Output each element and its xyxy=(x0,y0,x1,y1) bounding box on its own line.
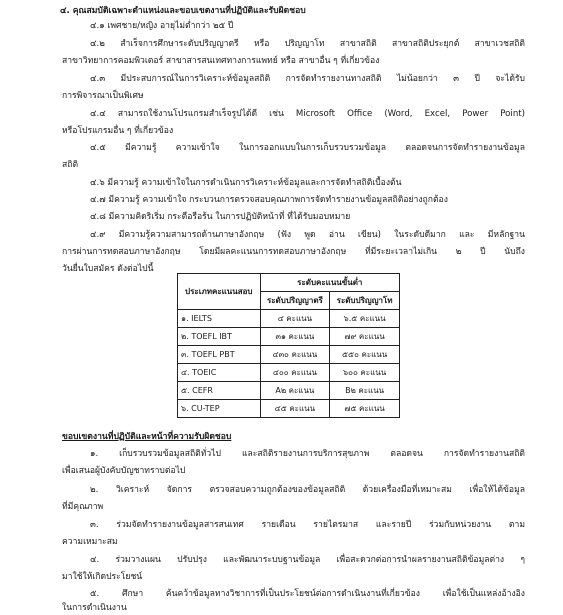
header-bachelor: ระดับปริญญาตรี xyxy=(260,292,330,310)
test-type: ๖. CU-TEP xyxy=(178,400,261,418)
bachelor-score: ๔๕ คะแนน xyxy=(260,400,330,418)
scope-item-4-line-2: มาใช้ให้เกิดประโยชน์ xyxy=(62,572,143,582)
bachelor-score: ๔๓๐ คะแนน xyxy=(260,346,330,364)
scope-item-1-line-2: เพื่อเสนอผู้บังคับบัญชาทราบต่อไป xyxy=(62,466,186,476)
header-min-score: ระดับคะแนนขั้นต่ำ xyxy=(260,274,399,292)
scope-item-5-line-2: ในการดำเนินงาน xyxy=(62,603,127,613)
table-row xyxy=(178,400,400,418)
master-score: ๖.๕ คะแนน xyxy=(330,310,400,328)
english-score-table xyxy=(177,273,400,418)
criteria-item-3-line-2: การพิจารณาเป็นพิเศษ xyxy=(62,91,144,101)
master-score: ๗๙ คะแนน xyxy=(330,328,400,346)
table-row xyxy=(178,310,400,328)
criteria-item-5-line-2: สถิติ xyxy=(62,160,79,170)
criteria-item-2-line-1: ๔.๒ สำเร็จการศึกษาระดับปริญญาตรี หรือ ปริญญาโท สาขาสถิติ สาขาสถิติประยุกต์ สาขาเวชสถิติ xyxy=(90,39,525,49)
criteria-item-7: ๔.๗ มีความรู้ ความเข้าใจ กระบวนการตรวจสอบคุณภาพการจัดทำรายงานข้อมูลสถิติอย่างถูกต้อง xyxy=(90,195,448,205)
criteria-item-1: ๔.๑ เพศชาย/หญิง อายุไม่ต่ำกว่า ๒๕ ปี xyxy=(90,21,234,31)
master-score: ๗๕ คะแนน xyxy=(330,400,400,418)
criteria-item-9-line-1: ๔.๙ มีความรู้ความสามารถด้านภาษาอังกฤษ (ฟัง พูด อ่าน เขียน) ในระดับดีมาก และ มีหลักฐาน xyxy=(90,230,525,240)
scope-heading: ขอบเขตงานที่ปฏิบัติและหน้าที่ความรับผิดชอบ xyxy=(62,432,232,442)
header-test-type: ประเภทคะแนนสอบ xyxy=(178,274,261,310)
test-type: ๕. CEFR xyxy=(178,382,261,400)
header-master: ระดับปริญญาโท xyxy=(330,292,400,310)
master-score: ๖๐๐ คะแนน xyxy=(330,364,400,382)
criteria-item-2-line-2: สาขาวิทยาการคอมพิวเตอร์ สาขาสารสนเทศทางการแพทย์ หรือ สาขาอื่น ๆ ที่เกี่ยวข้อง xyxy=(62,56,380,66)
master-score: B๒ คะแนน xyxy=(330,382,400,400)
criteria-item-9-line-2: การผ่านการทดสอบภาษาอังกฤษ โดยมีผลคะแนนการทดสอบภาษาอังกฤษ ที่มีระยะเวลาไม่เกิน ๒ ปี นับถึง xyxy=(62,247,525,257)
test-type: ๒. TOEFL IBT xyxy=(178,328,261,346)
master-score: ๕๕๐ คะแนน xyxy=(330,346,400,364)
criteria-item-6: ๔.๖ มีความรู้ ความเข้าใจในการดำเนินการวิเคราะห์ข้อมูลและการจัดทำสถิติเบื้องต้น xyxy=(90,178,402,188)
criteria-item-4-line-1: ๔.๔ สามารถใช้งานโปรแกรมสำเร็จรูปได้ดี เช่น Microsoft Office (Word, Excel, Power Point) xyxy=(90,109,525,119)
test-type: ๑. IELTS xyxy=(178,310,261,328)
scope-item-5-line-1: ๕. ศึกษา ค้นคว้าข้อมูลทางวิชาการที่เป็นประโยชน์ต่อการดำเนินงานที่เกี่ยวข้อง เพื่อใช้เป็นแหล่งอ้างอิง xyxy=(90,589,525,599)
scope-item-3-line-1: ๓. ร่วมจัดทำรายงานข้อมูลสารสนเทศ รายเดือน รายไตรมาส และรายปี ร่วมกับหน่วยงาน ตาม xyxy=(90,520,525,530)
criteria-item-9-line-3: วันยื่นใบสมัคร ดังต่อไปนี้ xyxy=(62,264,154,274)
table-row xyxy=(178,328,400,346)
criteria-item-3-line-1: ๔.๓ มีประสบการณ์ในการวิเคราะห์ข้อมูลสถิติ การจัดทำรายงานทางสถิติ ไม่น้อยกว่า ๓ ปี จะได้รับ xyxy=(90,74,525,84)
bachelor-score: ๔ คะแนน xyxy=(260,310,330,328)
criteria-item-4-line-2: หรือโปรแกรมอื่น ๆ ที่เกี่ยวข้อง xyxy=(62,126,174,136)
scope-item-4-line-1: ๔. ร่วมวางแผน ปรับปรุง และพัฒนาระบบฐานข้อมูล เพื่อสะดวกต่อการนำผลรายงานสถิติข้อมูลต่าง ๆ xyxy=(90,555,525,565)
bachelor-score: ๔๐๐ คะแนน xyxy=(260,364,330,382)
scope-item-2-line-1: ๒. วิเคราะห์ จัดการ ตรวจสอบความถูกต้องของข้อมูลสถิติ ด้วยเครื่องมือที่เหมาะสม เพื่อให้ได้ข้อมูล xyxy=(90,485,525,495)
table-row xyxy=(178,364,400,382)
section-heading: ๔. คุณสมบัติเฉพาะตำแหน่งและขอบเขตงานที่ปฏิบัติและรับผิดชอบ xyxy=(60,6,306,16)
test-type: ๓. TOEFL PBT xyxy=(178,346,261,364)
scope-item-3-line-2: ความเหมาะสม xyxy=(62,537,118,547)
table-row xyxy=(178,346,400,364)
scope-item-1-line-1: ๑. เก็บรวบรวมข้อมูลสถิติทั่วไป และสถิติรายงานการบริการสุขภาพ ตลอดจน การจัดทำรายงานสถิติ xyxy=(90,449,525,459)
bachelor-score: A๒ คะแนน xyxy=(260,382,330,400)
bachelor-score: ๓๑ คะแนน xyxy=(260,328,330,346)
criteria-item-5-line-1: ๔.๕ มีความรู้ ความเข้าใจ ในการออกแบบในการเก็บรวบรวมข้อมูล ตลอดจนการจัดทำรายงานข้อมูล xyxy=(90,143,525,153)
table-row xyxy=(178,382,400,400)
criteria-item-8: ๔.๘ มีความคิดริเริ่ม กระตือรือร้น ในการปฏิบัติหน้าที่ ที่ได้รับมอบหมาย xyxy=(90,212,351,222)
scope-item-2-line-2: ที่มีคุณภาพ xyxy=(62,502,104,512)
test-type: ๔. TOEIC xyxy=(178,364,261,382)
